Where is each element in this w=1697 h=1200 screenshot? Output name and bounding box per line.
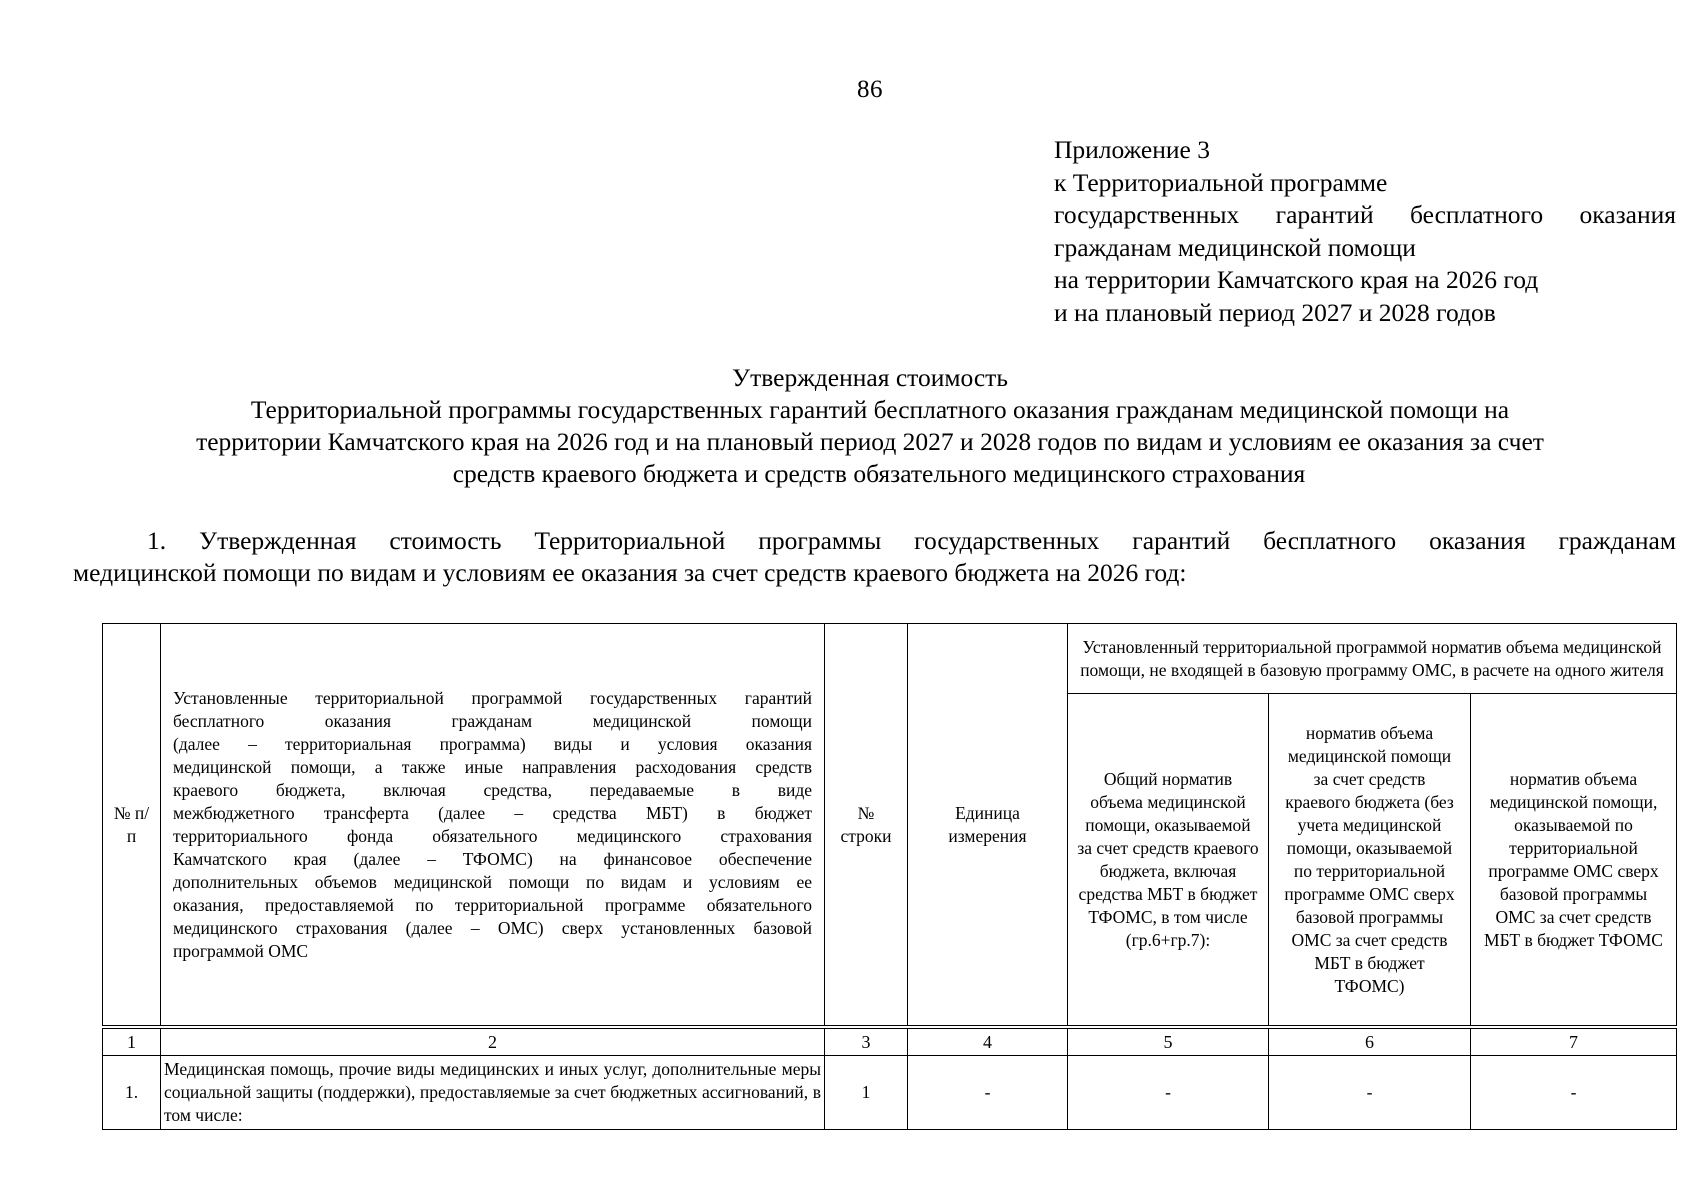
intro-line: медицинской помощи по видам и условиям ее оказания за счет средств краевого бюджета на 2026 год: <box>73 558 1187 587</box>
header-description-line: краевого бюджета, включая средства, передаваемые в виде <box>173 779 812 800</box>
header-description-line: оказания, предоставляемой по территориальной программе обязательного <box>173 894 812 915</box>
appendix-heading <box>1054 134 1676 329</box>
row-total-norm: - <box>1068 1056 1269 1130</box>
page-number: 86 <box>857 76 883 103</box>
header-description-line: медицинского страхования (далее – ОМС) сверх установленных базовой <box>173 917 812 938</box>
header-group: Установленный территориальной программой норматив объема медицинской помощи, не входящей в базовую программу ОМС, в расчете на одного жителя <box>1068 624 1677 694</box>
header-description-line: Установленные территориальной программой государственных гарантий <box>173 687 812 708</box>
header-description-line: программой ОМС <box>173 940 309 961</box>
row-description: Медицинская помощь, прочие виды медицинских и иных услуг, дополнительные меры социальной защиты (поддержки), предоставляемые за счет бюджетных ассигнований, в том числе: <box>161 1056 825 1130</box>
header-description-line: межбюджетного трансферта (далее – средства МБТ) в бюджет <box>173 802 812 823</box>
intro-paragraph <box>73 525 1676 589</box>
title-line: территории Камчатского края на 2026 год и на плановый период 2027 и 2028 годов по видам и условиям ее оказания за счет <box>196 427 1544 456</box>
title-line: Утвержденная стоимость <box>732 363 1008 392</box>
header-description-line: Камчатского края (далее – ТФОМС) на финансовое обеспечение <box>173 848 812 869</box>
header-oms-norm: норматив объема медицинской помощи, оказываемой по территориальной программе ОМС сверх базовой программы ОМС за счет средств МБТ в бюджет ТФОМС <box>1471 694 1677 1026</box>
title-line: Территориальной программы государственных гарантий бесплатного оказания гражданам медицинской помощи на <box>250 395 1510 424</box>
header-line-number: № строки <box>825 624 908 1026</box>
table-row <box>103 1056 1677 1130</box>
appendix-line: государственных гарантий бесплатного оказания <box>1054 200 1676 229</box>
header-description-line: (далее – территориальная программа) виды и условия оказания <box>173 733 812 754</box>
appendix-line: гражданам медицинской помощи <box>1054 232 1416 262</box>
appendix-line: и на плановый период 2027 и 2028 годов <box>1054 297 1496 327</box>
appendix-line: к Территориальной программе <box>1054 167 1388 197</box>
column-number: 2 <box>161 1029 825 1056</box>
column-number: 3 <box>825 1029 908 1056</box>
column-number-row <box>103 1029 1677 1056</box>
header-description <box>161 624 825 1026</box>
intro-line: 1. Утвержденная стоимость Территориальной программы государственных гарантий бесплатного оказания гражданам <box>147 526 1676 555</box>
budget-table <box>102 623 1677 1130</box>
column-number: 1 <box>103 1029 161 1056</box>
document-title <box>100 362 1640 490</box>
row-line-number: 1 <box>825 1056 908 1130</box>
column-number: 4 <box>908 1029 1068 1056</box>
header-regional-norm: норматив объема медицинской помощи за счет средств краевого бюджета (без учета медицинской помощи, оказываемой по территориальной программе ОМС сверх базовой программы ОМС за счет средств МБТ в бюджет ТФОМС) <box>1269 694 1471 1026</box>
header-total-norm: Общий норматив объема медицинской помощи, оказываемой за счет средств краевого бюджета, включая средства МБТ в бюджет ТФОМС, в том числе (гр.6+гр.7): <box>1068 694 1269 1026</box>
column-number: 5 <box>1068 1029 1269 1056</box>
row-oms-norm: - <box>1471 1056 1677 1130</box>
header-description-line: медицинской помощи, а также иные направления расходования средств <box>173 756 812 777</box>
appendix-line: на территории Камчатского края на 2026 год <box>1054 265 1539 294</box>
header-description-line: бесплатного оказания гражданам медицинской помощи <box>173 710 812 731</box>
column-number: 7 <box>1471 1029 1677 1056</box>
header-description-line: дополнительных объемов медицинской помощи по видам и условиям ее <box>173 871 812 892</box>
appendix-line: Приложение 3 <box>1054 135 1210 164</box>
row-unit: - <box>908 1056 1068 1130</box>
title-line: средств краевого бюджета и средств обязательного медицинского страхования <box>452 459 1306 488</box>
row-number: 1. <box>103 1056 161 1130</box>
header-unit: Единица измерения <box>908 624 1068 1026</box>
column-number: 6 <box>1269 1029 1471 1056</box>
header-row-number: № п/п <box>103 624 161 1026</box>
row-regional-norm: - <box>1269 1056 1471 1130</box>
header-description-line: территориального фонда обязательного медицинского страхования <box>173 825 812 846</box>
